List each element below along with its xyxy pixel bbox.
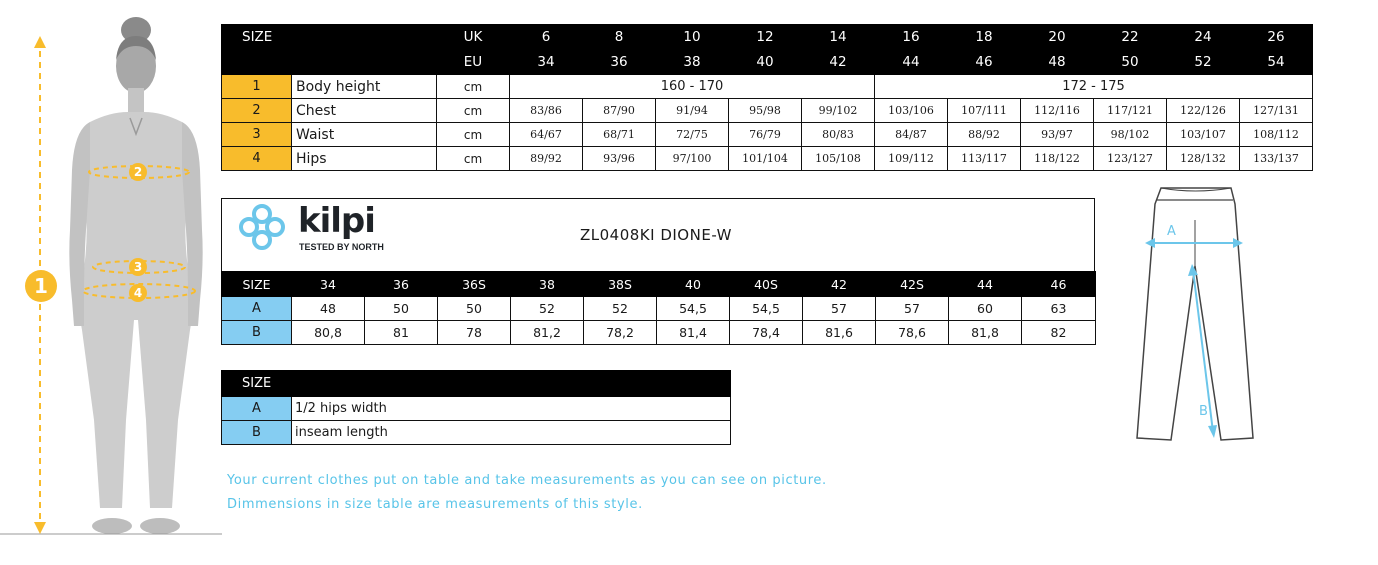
b-value: 78	[438, 321, 511, 345]
a-value: 57	[876, 297, 949, 321]
hips-value: 113/117	[948, 147, 1021, 171]
height-range: 172 - 175	[875, 75, 1313, 99]
hips-value: 89/92	[510, 147, 583, 171]
a-value: 52	[511, 297, 584, 321]
row-number: 4	[222, 147, 292, 171]
eu-size: 42	[802, 50, 875, 75]
uk-size: 12	[729, 25, 802, 50]
body-size-chart	[221, 24, 1313, 171]
pants-label-a: A	[1167, 224, 1176, 239]
waist-value: 68/71	[583, 123, 656, 147]
uk-size: 18	[948, 25, 1021, 50]
waist-value: 72/75	[656, 123, 729, 147]
a-value: 57	[803, 297, 876, 321]
chest-value: 91/94	[656, 99, 729, 123]
uk-size: 16	[875, 25, 948, 50]
row-description: 1/2 hips width	[292, 397, 731, 421]
a-value: 48	[292, 297, 365, 321]
marker-chest-label: 2	[133, 165, 143, 179]
product-row-a	[222, 297, 1096, 321]
eu-size: 38	[656, 50, 729, 75]
b-value: 78,2	[584, 321, 657, 345]
brand-name: kilpi	[298, 201, 375, 241]
a-value: 54,5	[657, 297, 730, 321]
a-value: 60	[949, 297, 1022, 321]
kilpi-knot-icon	[232, 204, 292, 250]
b-value: 78,6	[876, 321, 949, 345]
eu-size: 46	[948, 50, 1021, 75]
uk-size: 14	[802, 25, 875, 50]
waist-value: 88/92	[948, 123, 1021, 147]
hips-value: 123/127	[1094, 147, 1167, 171]
marker-height	[25, 270, 57, 302]
hips-value: 101/104	[729, 147, 802, 171]
product-size: 42	[803, 272, 876, 297]
row-unit: cm	[437, 123, 510, 147]
row-key: B	[222, 421, 292, 445]
hips-value: 109/112	[875, 147, 948, 171]
row-unit: cm	[437, 99, 510, 123]
b-value: 81,6	[803, 321, 876, 345]
row-key: A	[222, 397, 292, 421]
b-value: 81,4	[657, 321, 730, 345]
chest-value: 99/102	[802, 99, 875, 123]
row-number: 1	[222, 75, 292, 99]
product-size: 40	[657, 272, 730, 297]
eu-size: 40	[729, 50, 802, 75]
row-label: Body height	[292, 75, 437, 99]
row-label: Waist	[292, 123, 437, 147]
uk-size: 10	[656, 25, 729, 50]
blank-cell	[292, 371, 731, 397]
eu-size-row	[222, 50, 1313, 75]
chest-value: 117/121	[1094, 99, 1167, 123]
chest-value: 122/126	[1167, 99, 1240, 123]
hips-value: 133/137	[1240, 147, 1313, 171]
hips-value: 97/100	[656, 147, 729, 171]
product-size: 38S	[584, 272, 657, 297]
product-size: 46	[1022, 272, 1096, 297]
row-label: Chest	[292, 99, 437, 123]
eu-size: 50	[1094, 50, 1167, 75]
uk-size: 8	[583, 25, 656, 50]
eu-size: 34	[510, 50, 583, 75]
marker-waist-label: 3	[133, 260, 143, 274]
eu-size: 36	[583, 50, 656, 75]
product-size-table	[221, 271, 1096, 345]
hips-value: 118/122	[1021, 147, 1094, 171]
waist-value: 64/67	[510, 123, 583, 147]
b-value: 82	[1022, 321, 1096, 345]
product-size: 44	[949, 272, 1022, 297]
a-value: 52	[584, 297, 657, 321]
waist-value: 84/87	[875, 123, 948, 147]
eu-size: 48	[1021, 50, 1094, 75]
b-value: 81	[365, 321, 438, 345]
eu-label: EU	[437, 50, 510, 75]
row-number: 3	[222, 123, 292, 147]
uk-size: 22	[1094, 25, 1167, 50]
uk-size-row	[222, 25, 1313, 50]
marker-hips-label: 4	[133, 286, 143, 300]
b-value: 80,8	[292, 321, 365, 345]
uk-label: UK	[437, 25, 510, 50]
row-number: 2	[222, 99, 292, 123]
waist-value: 76/79	[729, 123, 802, 147]
instruction-note-1: Your current clothes put on table and take measurements as you can see on picture.	[227, 473, 827, 488]
pants-diagram	[1125, 180, 1265, 445]
blank-cell	[292, 50, 437, 75]
waist-value: 93/97	[1021, 123, 1094, 147]
chest-value: 83/86	[510, 99, 583, 123]
uk-size: 24	[1167, 25, 1240, 50]
hips-value: 128/132	[1167, 147, 1240, 171]
uk-size: 26	[1240, 25, 1313, 50]
waist-value: 103/107	[1167, 123, 1240, 147]
chest-value: 112/116	[1021, 99, 1094, 123]
hips-row	[222, 147, 1313, 171]
product-size-header-row	[222, 272, 1096, 297]
row-description: inseam length	[292, 421, 731, 445]
a-value: 50	[365, 297, 438, 321]
uk-size: 20	[1021, 25, 1094, 50]
eu-size: 54	[1240, 50, 1313, 75]
chest-value: 107/111	[948, 99, 1021, 123]
size-header: SIZE	[222, 25, 292, 50]
uk-size: 6	[510, 25, 583, 50]
row-unit: cm	[437, 75, 510, 99]
instruction-note-2: Dimmensions in size table are measurements of this style.	[227, 497, 643, 512]
hips-value: 93/96	[583, 147, 656, 171]
row-unit: cm	[437, 147, 510, 171]
marker-hips	[129, 284, 147, 302]
marker-height-label: 1	[34, 274, 48, 298]
blank-cell	[222, 50, 292, 75]
hips-value: 105/108	[802, 147, 875, 171]
product-row-b	[222, 321, 1096, 345]
size-header: SIZE	[222, 272, 292, 297]
model-title: ZL0408KI DIONE-W	[580, 226, 732, 244]
a-value: 63	[1022, 297, 1096, 321]
marker-waist	[129, 258, 147, 276]
product-size: 36S	[438, 272, 511, 297]
b-value: 78,4	[730, 321, 803, 345]
brand-logo	[298, 202, 384, 252]
marker-chest	[129, 163, 147, 181]
a-value: 50	[438, 297, 511, 321]
blank-cell	[292, 25, 437, 50]
waist-row	[222, 123, 1313, 147]
chest-value: 103/106	[875, 99, 948, 123]
waist-value: 80/83	[802, 123, 875, 147]
size-header: SIZE	[222, 371, 292, 397]
legend-header-row	[222, 371, 731, 397]
product-size: 34	[292, 272, 365, 297]
b-value: 81,8	[949, 321, 1022, 345]
product-size: 42S	[876, 272, 949, 297]
eu-size: 52	[1167, 50, 1240, 75]
eu-size: 44	[875, 50, 948, 75]
waist-value: 108/112	[1240, 123, 1313, 147]
height-range: 160 - 170	[510, 75, 875, 99]
row-key: A	[222, 297, 292, 321]
legend-row-a	[222, 397, 731, 421]
chest-value: 87/90	[583, 99, 656, 123]
row-label: Hips	[292, 147, 437, 171]
chest-value: 95/98	[729, 99, 802, 123]
body-height-row	[222, 75, 1313, 99]
b-value: 81,2	[511, 321, 584, 345]
product-size: 40S	[730, 272, 803, 297]
chest-value: 127/131	[1240, 99, 1313, 123]
product-size: 38	[511, 272, 584, 297]
product-size: 36	[365, 272, 438, 297]
pants-label-b: B	[1199, 404, 1208, 419]
measurement-legend-table	[221, 370, 731, 445]
legend-row-b	[222, 421, 731, 445]
chest-row	[222, 99, 1313, 123]
waist-value: 98/102	[1094, 123, 1167, 147]
brand-tagline: TESTED BY NORTH	[299, 242, 384, 252]
a-value: 54,5	[730, 297, 803, 321]
row-key: B	[222, 321, 292, 345]
